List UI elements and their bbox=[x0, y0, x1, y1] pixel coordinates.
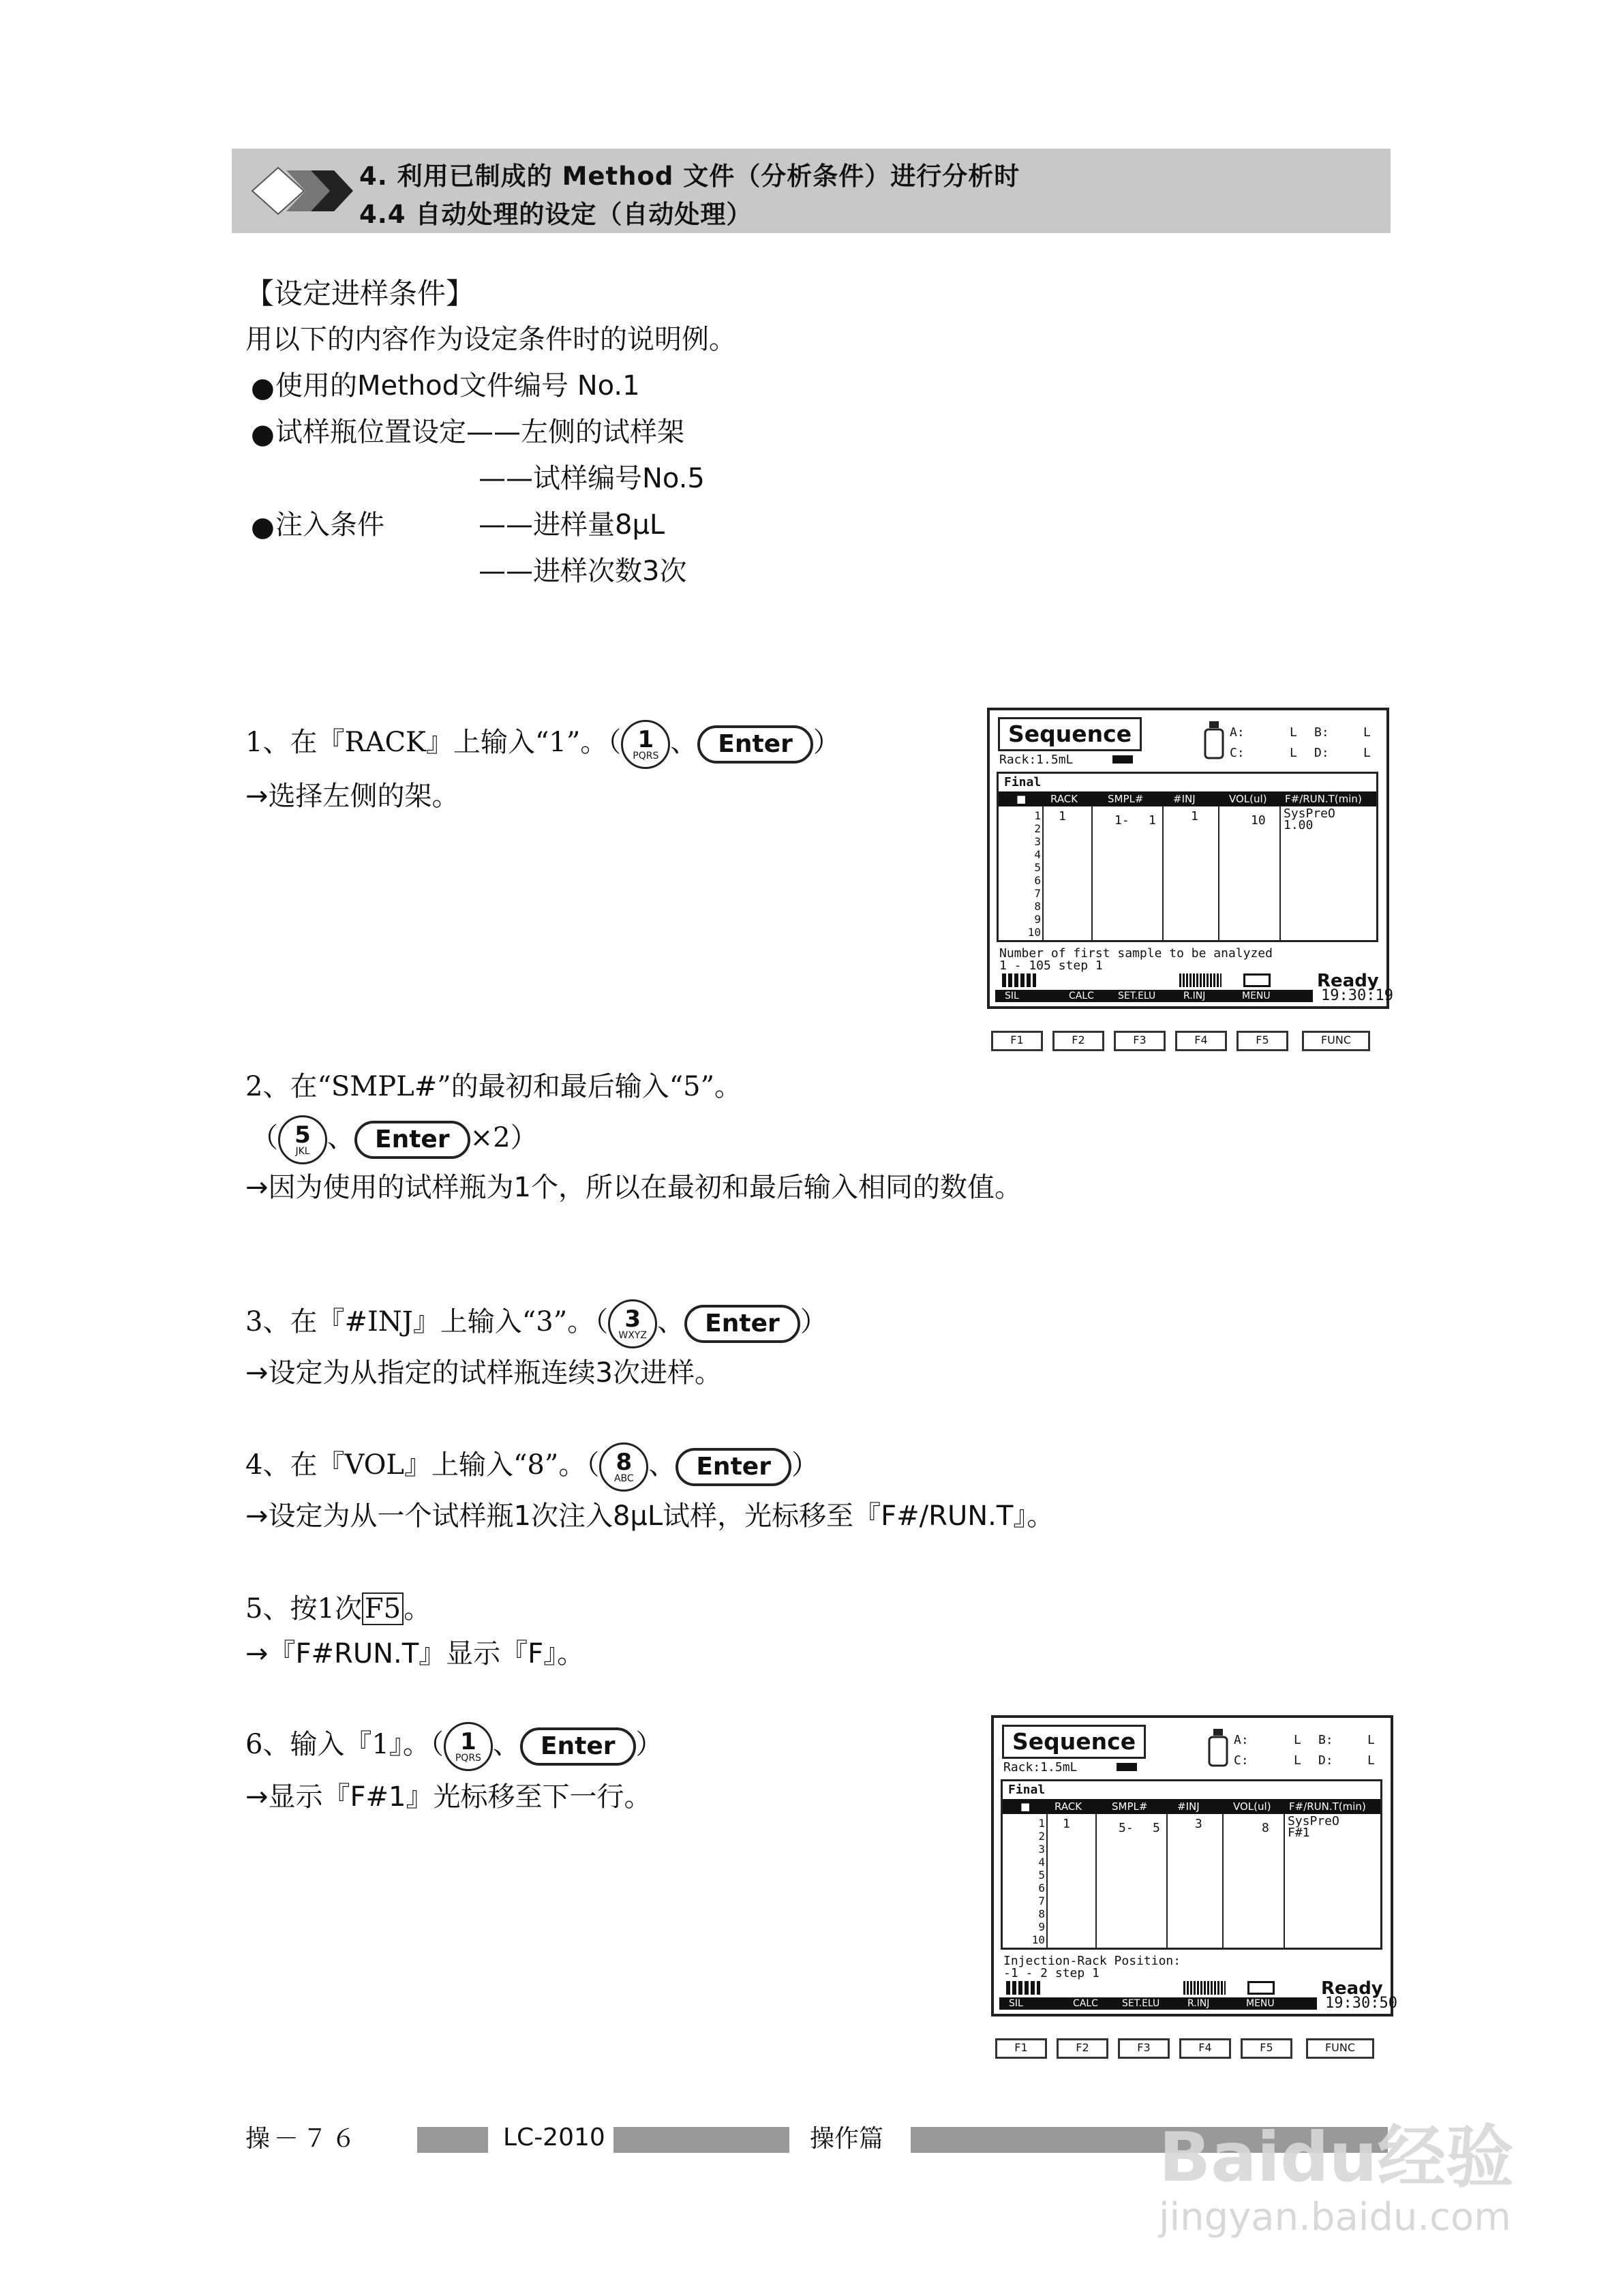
watermark-url: jingyan.baidu.com bbox=[1159, 2195, 1511, 2239]
f3-key[interactable]: F3 bbox=[1114, 1031, 1166, 1051]
step-2-note: →因为使用的试样瓶为1个，所以在最初和最后输入相同的数值。 bbox=[245, 1172, 1022, 1203]
f5-key-label: F5 bbox=[362, 1592, 404, 1625]
sil-icon bbox=[1002, 973, 1036, 987]
intro-item: 试样瓶位置设定——左侧的试样架 bbox=[275, 417, 684, 448]
page-number: 操－７６ bbox=[245, 2125, 361, 2153]
cell-func: SysPreO F#1 bbox=[1288, 1814, 1339, 1840]
step-5: 5、按1次 F5 。 bbox=[245, 1593, 431, 1625]
key-1: 1 PQRS bbox=[621, 720, 670, 769]
menu-menu: MENU bbox=[1246, 1998, 1275, 2009]
key-5: 5 JKL bbox=[278, 1115, 327, 1164]
intro-item: ——进样量8μL bbox=[479, 509, 665, 541]
cell-rack: 1 bbox=[1059, 809, 1066, 824]
step-6: 6、输入『1』。（ 1 PQRS 、 Enter ） bbox=[245, 1722, 663, 1771]
cell-vol: 8 bbox=[1262, 1821, 1269, 1835]
intro-item: 注入条件 bbox=[275, 509, 384, 541]
cell-func: SysPreO 1.00 bbox=[1284, 806, 1335, 832]
key-8: 8 ABC bbox=[599, 1442, 648, 1492]
final-label: Final bbox=[1004, 775, 1042, 789]
menu-icon bbox=[1243, 973, 1271, 987]
status-ready: Ready bbox=[1317, 971, 1379, 991]
step-3: 3、在『#INJ』上输入“3”。（ 3 WXYZ 、 Enter ） bbox=[245, 1299, 828, 1348]
enter-key: Enter bbox=[676, 1448, 791, 1486]
key-1: 1 PQRS bbox=[444, 1722, 493, 1771]
lcd-screen-1: Sequence Rack:1.5mL A: C: L B: L L D: L Final ■ RACK SMPL# #INJ VOL(ul) F#/RUN.T(min) 1 2 3 4 5 6 7 8 9 10 1 1- 1 1 10 SysPreO 1.00 Number of first sample to be analyzed 1 - 105 step 1 SIL CALC SET.ELU R.INJ MENU Ready 19:30:19 bbox=[987, 708, 1389, 1009]
intro-item: ——试样编号No.5 bbox=[479, 463, 705, 494]
footer-bar bbox=[613, 2127, 789, 2153]
menu-r-inj: R.INJ bbox=[1187, 1998, 1210, 2009]
rack-indicator bbox=[1112, 755, 1133, 764]
cell-smpl-b: 1 bbox=[1149, 813, 1156, 828]
menu-sil: SIL bbox=[1005, 991, 1019, 1001]
intro-heading: 【设定进样条件】 bbox=[245, 277, 475, 310]
function-keys-2 bbox=[991, 2038, 1396, 2061]
sequence-table bbox=[1001, 1779, 1382, 1950]
bottle-icon bbox=[1202, 720, 1226, 761]
cell-vol: 10 bbox=[1251, 813, 1266, 828]
clock: 19:30:19 bbox=[1321, 987, 1393, 1004]
barcode-icon bbox=[1183, 1981, 1226, 1995]
cell-smpl-a: 1- bbox=[1114, 813, 1129, 828]
f5-key[interactable]: F5 bbox=[1237, 1031, 1288, 1051]
menu-set-elu: SET.ELU bbox=[1118, 991, 1156, 1001]
step-3-note: →设定为从指定的试样瓶连续3次进样。 bbox=[245, 1357, 722, 1389]
step-1: 1、在『RACK』上输入“1”。（ 1 PQRS 、 Enter ） bbox=[245, 720, 840, 769]
enter-key: Enter bbox=[697, 725, 813, 764]
func-key[interactable]: FUNC bbox=[1302, 1031, 1370, 1051]
diamond-arrows-icon bbox=[245, 158, 361, 224]
cell-smpl-a: 5- bbox=[1119, 1821, 1134, 1835]
footer-model: LC-2010 bbox=[503, 2124, 605, 2151]
row-numbers: 1 2 3 4 5 6 7 8 9 10 bbox=[1027, 809, 1041, 939]
rack-label: Rack:1.5mL bbox=[1003, 1760, 1078, 1774]
f1-key[interactable]: F1 bbox=[995, 2038, 1047, 2059]
menu-calc: CALC bbox=[1069, 991, 1094, 1001]
step-1-text: 1、在『RACK』上输入“1”。（ bbox=[245, 727, 622, 758]
enter-key: Enter bbox=[684, 1305, 800, 1343]
final-label: Final bbox=[1008, 1783, 1046, 1797]
step-5-note: →『F#RUN.T』显示『F』。 bbox=[245, 1638, 585, 1670]
menu-r-inj: R.INJ bbox=[1183, 991, 1206, 1001]
rack-label: Rack:1.5mL bbox=[999, 753, 1074, 767]
rack-indicator bbox=[1117, 1763, 1137, 1771]
menu-set-elu: SET.ELU bbox=[1122, 1998, 1160, 2009]
bullet-icon: ● bbox=[251, 511, 275, 543]
menu-sil: SIL bbox=[1009, 1998, 1023, 2009]
footer-section: 操作篇 bbox=[810, 2125, 884, 2153]
menu-area bbox=[999, 1978, 1397, 2012]
screen-title: Sequence bbox=[1002, 1725, 1146, 1759]
step-1-note: →选择左侧的架。 bbox=[245, 781, 459, 812]
step-4-note: →设定为从一个试样瓶1次注入8μL试样，光标移至『F#/RUN.T』。 bbox=[245, 1500, 1055, 1532]
cell-rack: 1 bbox=[1063, 1817, 1070, 1831]
section-title: 4.4 自动处理的设定（自动处理） bbox=[359, 200, 753, 229]
cell-inj: 3 bbox=[1195, 1817, 1202, 1831]
f4-key[interactable]: F4 bbox=[1175, 1031, 1227, 1051]
f1-key[interactable]: F1 bbox=[991, 1031, 1043, 1051]
screen-title: Sequence bbox=[998, 717, 1142, 751]
intro-item: ——进样次数3次 bbox=[479, 556, 687, 587]
enter-key: Enter bbox=[520, 1727, 636, 1766]
step-2-keys: （ 5 JKL 、 Enter ×2） bbox=[251, 1115, 538, 1164]
cell-inj: 1 bbox=[1191, 809, 1198, 824]
lcd-screen-2: Sequence Rack:1.5mL A: C: L B: L L D: L Final ■ RACK SMPL# #INJ VOL(ul) F#/RUN.T(min) 1 2 3 4 5 6 7 8 9 10 1 5- 5 3 8 SysPreO F#1 Injection-Rack Position: -1 - 2 step 1 SIL CALC SET.ELU R.INJ MENU Ready 19:30:50 bbox=[991, 1715, 1393, 2016]
step-2: 2、在“SMPL#”的最初和最后输入“5”。 bbox=[245, 1071, 742, 1102]
message-line: Number of first sample to be analyzed 1 - 105 step 1 bbox=[999, 946, 1273, 973]
bullet-icon: ● bbox=[251, 372, 275, 404]
footer-bar bbox=[417, 2127, 488, 2153]
f2-key[interactable]: F2 bbox=[1052, 1031, 1104, 1051]
intro-item: 使用的Method文件编号 No.1 bbox=[275, 370, 640, 402]
message-line: Injection-Rack Position: -1 - 2 step 1 bbox=[1003, 1954, 1181, 1980]
intro-lead: 用以下的内容作为设定条件时的说明例。 bbox=[245, 324, 736, 355]
status-ready: Ready bbox=[1321, 1978, 1383, 1999]
menu-menu: MENU bbox=[1242, 991, 1271, 1001]
table-header: ■ RACK SMPL# #INJ VOL(ul) F#/RUN.T(min) bbox=[999, 791, 1376, 806]
row-numbers: 1 2 3 4 5 6 7 8 9 10 bbox=[1031, 1817, 1045, 1946]
sil-icon bbox=[1006, 1981, 1040, 1995]
bottle-icon bbox=[1207, 1727, 1230, 1768]
f2-key[interactable]: F2 bbox=[1057, 2038, 1108, 2059]
barcode-icon bbox=[1179, 973, 1222, 987]
f3-key[interactable]: F3 bbox=[1118, 2038, 1170, 2059]
menu-calc: CALC bbox=[1073, 1998, 1098, 2009]
step-6-note: →显示『F#1』光标移至下一行。 bbox=[245, 1781, 652, 1813]
key-3: 3 WXYZ bbox=[608, 1299, 657, 1348]
clock: 19:30:50 bbox=[1325, 1995, 1397, 2012]
table-header: ■ RACK SMPL# #INJ VOL(ul) F#/RUN.T(min) bbox=[1003, 1799, 1380, 1814]
sequence-table bbox=[997, 772, 1378, 942]
bullet-icon: ● bbox=[251, 419, 275, 450]
enter-key: Enter bbox=[354, 1121, 470, 1159]
chapter-title: 4. 利用已制成的 Method 文件（分析条件）进行分析时 bbox=[359, 162, 1020, 191]
cell-smpl-b: 5 bbox=[1153, 1821, 1160, 1835]
step-4: 4、在『VOL』上输入“8”。（ 8 ABC 、 Enter ） bbox=[245, 1442, 819, 1492]
func-key[interactable]: FUNC bbox=[1306, 2038, 1374, 2059]
menu-area bbox=[995, 971, 1393, 1004]
f4-key[interactable]: F4 bbox=[1179, 2038, 1231, 2059]
function-keys-1 bbox=[987, 1031, 1392, 1054]
menu-icon bbox=[1247, 1981, 1275, 1995]
f5-key[interactable]: F5 bbox=[1241, 2038, 1292, 2059]
watermark-logo: Baidu经验 bbox=[1159, 2117, 1514, 2197]
